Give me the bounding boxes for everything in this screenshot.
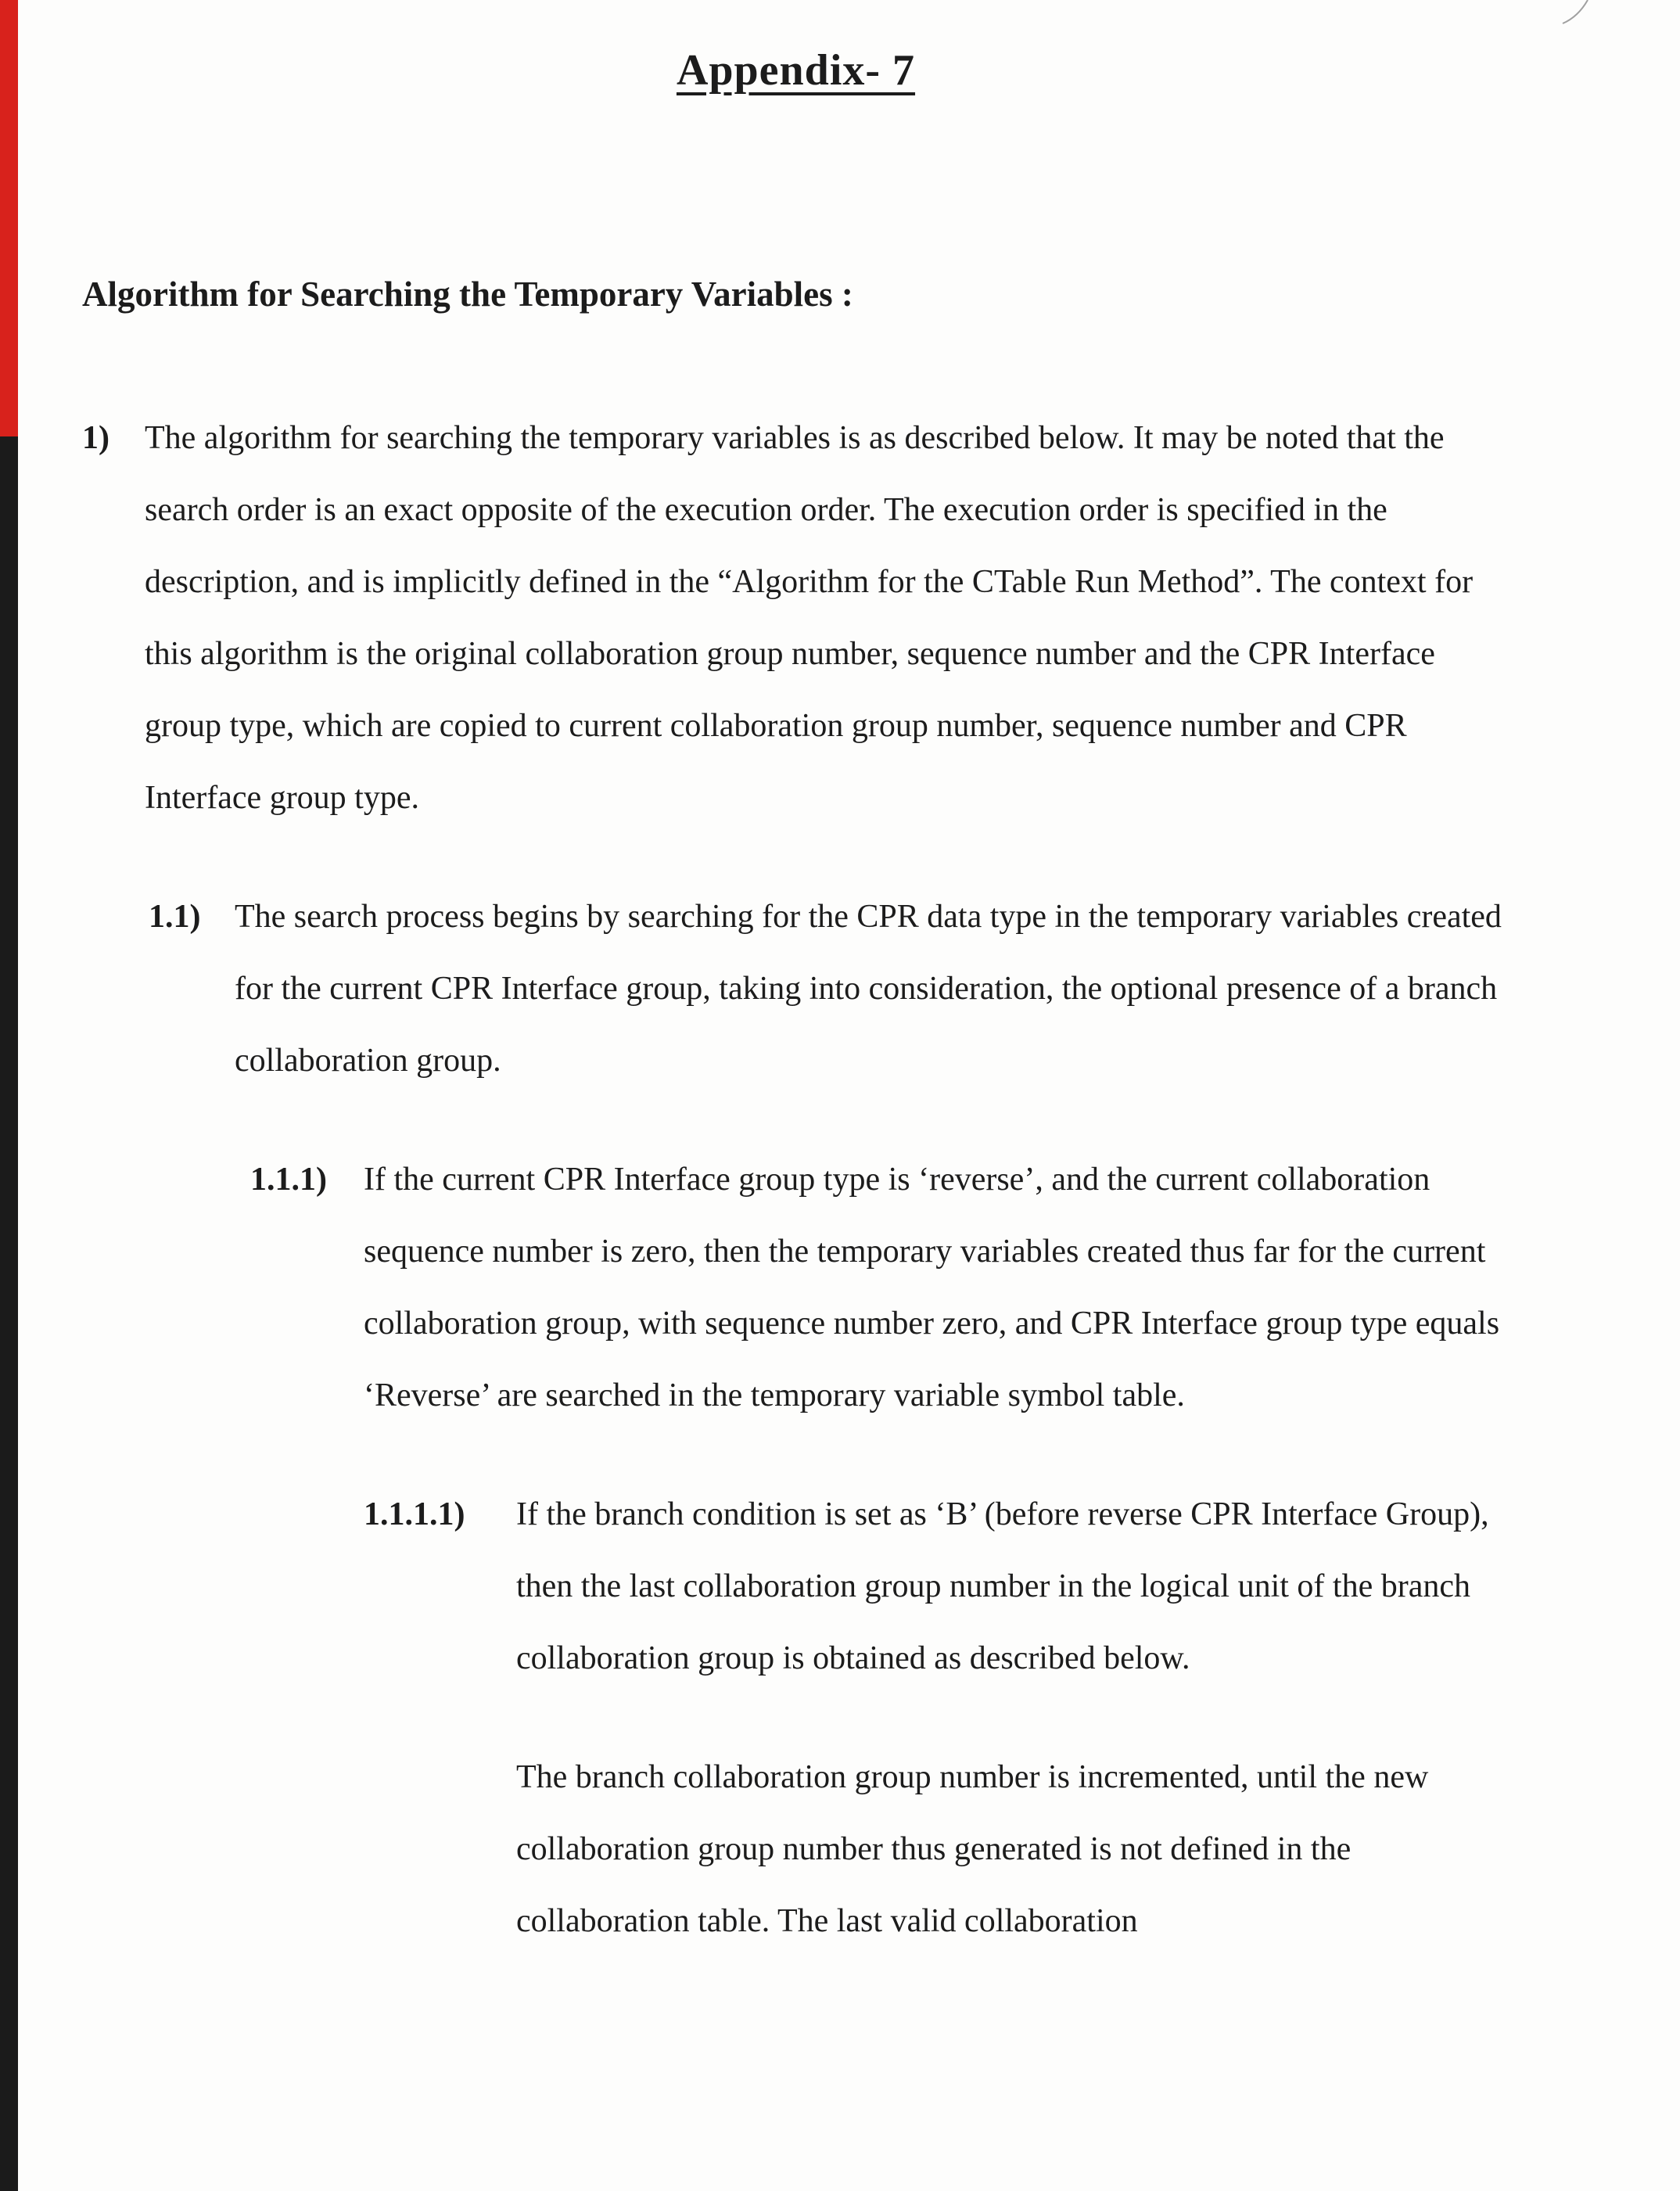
paragraph-list [82, 402, 1509, 1957]
paragraph-text: The branch collaboration group number is incremented, until the new collaboration group number thus generated is not defined in the collaboration table. The last valid collaboration [516, 1759, 1429, 1939]
paragraph-text: If the branch condition is set as ‘B’ (before reverse CPR Interface Group), then the last collaboration group number in the logical unit of the branch collaboration group is obtained as described below. [516, 1496, 1489, 1676]
scan-artifact-mark [1533, 0, 1596, 31]
paragraph [82, 402, 1509, 834]
section-heading: Algorithm for Searching the Temporary Variables : [82, 275, 853, 314]
paragraph-text: The algorithm for searching the temporary variables is as described below. It may be noted that the search order is an exact opposite of the execution order. The execution order is specified in the description, and is implicitly defined in the “Algorithm for the CTable Run Method”. The context for this algorithm is the original collaboration group number, sequence number and the CPR Interface group type, which are copied to current collaboration group number, sequence number and CPR Interface group type. [145, 420, 1474, 816]
paragraph-number: 1) [82, 420, 109, 456]
paragraph-number: 1.1.1) [250, 1162, 327, 1198]
paragraph [82, 1144, 1509, 1431]
paragraph-text: The search process begins by searching for the CPR data type in the temporary variables created for the current CPR Interface group, taking into consideration, the optional presence of a branch collaboration group. [235, 899, 1502, 1079]
paragraph-text: If the current CPR Interface group type is ‘reverse’, and the current collaboration sequence number is zero, then the temporary variables created thus far for the current collaboration group, with sequence number zero, and CPR Interface group type equals ‘Reverse’ are searched in the temporary variable symbol table. [364, 1162, 1500, 1413]
paragraph [82, 881, 1509, 1097]
page-title: Appendix- 7 [676, 46, 916, 95]
paragraph-number: 1.1.1.1) [364, 1496, 465, 1532]
paragraph-number: 1.1) [149, 899, 201, 935]
paragraph [82, 1741, 1509, 1957]
paragraph [82, 1478, 1509, 1694]
document-content [0, 45, 1680, 1957]
